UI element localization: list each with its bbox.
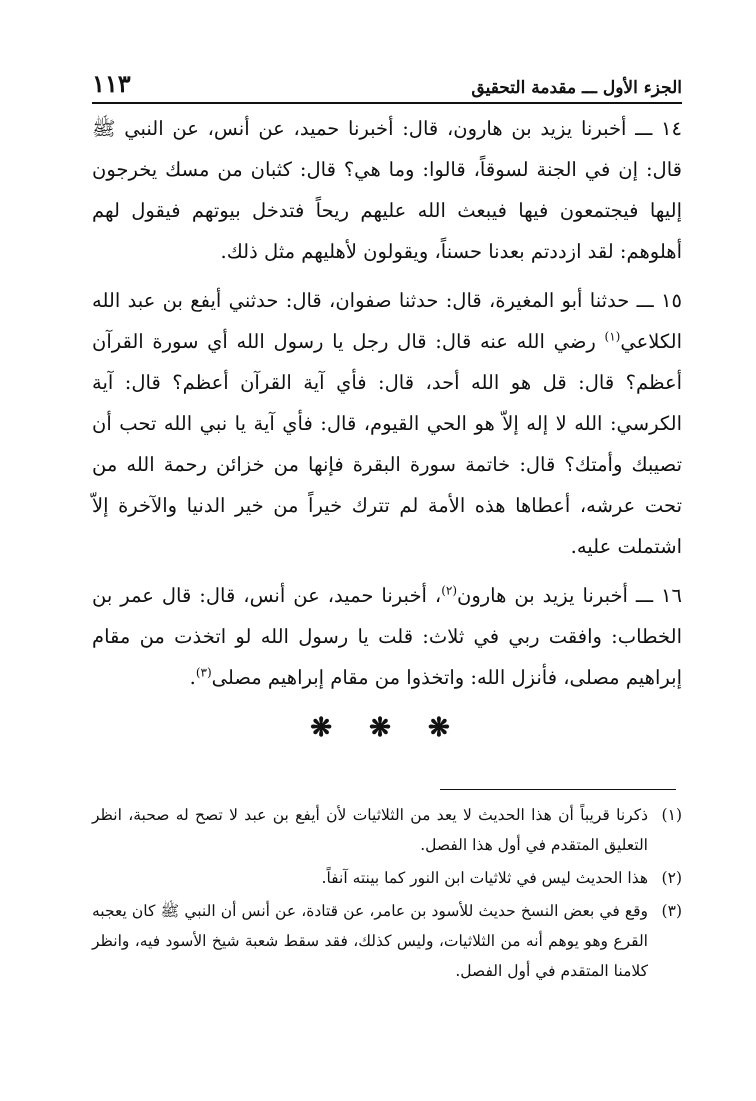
paragraph-text-start: ١٦ ـــ أخبرنا يزيد بن هارون <box>457 584 682 607</box>
footnote-ref-3: (٣) <box>195 665 212 680</box>
footnote-text: وقع في بعض النسخ حديث للأسود بن عامر، عن قتادة، عن أنس أن النبي ﷺ كان يعجبه القرع وهو يوهم أنه من الثلاثيات، وليس كذلك، فقد سقط شعبة شيخ الأسود فيه، وانظر كلامنا المتقدم في أول الفصل. <box>92 902 648 980</box>
hadith-paragraph-16 <box>92 575 682 698</box>
page-number: ١١٣ <box>92 69 131 98</box>
footnote-ref-2: (٢) <box>441 583 458 598</box>
header-divider <box>92 102 682 104</box>
footnote-1 <box>92 800 682 860</box>
footnote-3 <box>92 896 682 986</box>
footnote-text: هذا الحديث ليس في ثلاثيات ابن النور كما بينته آنفاً. <box>321 869 648 887</box>
section-separator: ❋ ❋ ❋ <box>310 713 464 743</box>
footnotes <box>92 800 682 989</box>
footnote-2 <box>92 863 682 893</box>
footnote-ref-1: (١) <box>604 329 621 344</box>
footnote-number: (٢) <box>661 869 682 887</box>
paragraph-text-end: . <box>189 666 196 689</box>
footnote-number: (٣) <box>661 902 682 920</box>
hadith-paragraph-15 <box>92 280 682 567</box>
footnote-divider <box>440 789 676 790</box>
running-header-title: الجزء الأول ـــ مقدمة التحقيق <box>471 78 682 98</box>
paragraph-text-start: ١٥ ـــ حدثنا أبو المغيرة، قال: حدثنا صفوان، قال: حدثني أيفع بن عبد الله الكلاعي <box>92 289 682 353</box>
main-text <box>92 108 682 750</box>
paragraph-text: ١٤ ـــ أخبرنا يزيد بن هارون، قال: أخبرنا حميد، عن أنس، عن النبي ﷺ قال: إن في الجنة لسوقاً، قالوا: وما هي؟ قال: كثبان من مسك يخرجون إليها فيجتمعون فيها فيبعث الله عليهم ريحاً فتدخل بيوتهم فيقول لهم أهلوهم: لقد ازددتم بعدنا حسناً، ويقولون لأهليهم مثل ذلك. <box>92 117 682 263</box>
footnote-text: ذكرنا قريباً أن هذا الحديث لا يعد من الثلاثيات لأن أيفع بن عبد لا تصح له صحبة، انظر التعليق المتقدم في أول هذا الفصل. <box>92 806 648 854</box>
footnote-number: (١) <box>661 806 682 824</box>
page-header <box>92 58 682 98</box>
hadith-paragraph-14 <box>92 108 682 272</box>
paragraph-text-end: رضي الله عنه قال: قال رجل يا رسول الله أي سورة القرآن أعظم؟ قال: قل هو الله أحد، قال: فأي آية القرآن أعظم؟ قال: آية الكرسي: الله لا إله إلاّ هو الحي القيوم، قال: فأي آية يا نبي الله تحب أن تصيبك وأمتك؟ قال: خاتمة سورة البقرة فإنها من خزائن رحمة الله من تحت عرشه، أعطاها هذه الأمة لم تترك خيراً من خير الدنيا والآخرة إلاّ اشتملت عليه. <box>92 330 682 558</box>
paragraph-text-middle: ، أخبرنا حميد، عن أنس، قال: قال عمر بن الخطاب: وافقت ربي في ثلاث: قلت يا رسول الله لو اتخذت من مقام إبراهيم مصلى، فأنزل الله: واتخذوا من مقام إبراهيم مصلى <box>92 584 682 689</box>
